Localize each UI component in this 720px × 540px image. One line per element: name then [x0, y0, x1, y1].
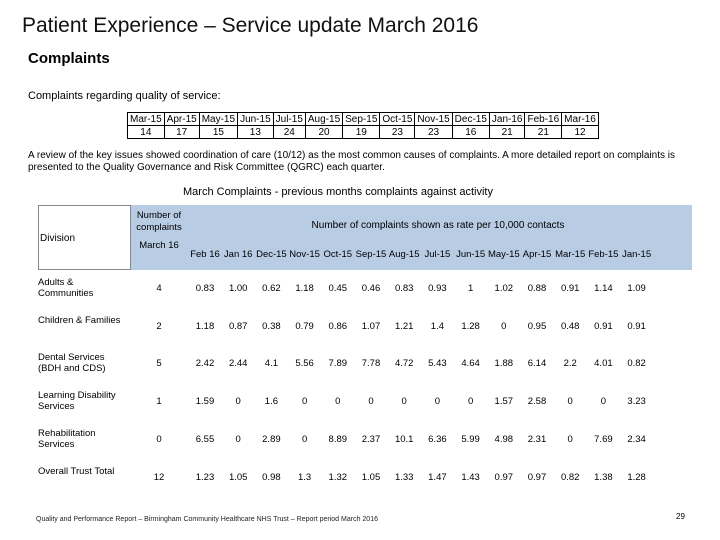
rate-month-header: Feb-15 [588, 249, 619, 260]
rate-cell: 1.00 [228, 283, 248, 294]
rate-cell: 0 [301, 396, 308, 407]
rate-cell: 0.38 [262, 321, 281, 332]
division-rates-table [38, 205, 692, 500]
rate-cell: 7.78 [361, 358, 381, 369]
rate-cell: 1.59 [195, 396, 215, 407]
rate-cell: 1.43 [461, 472, 480, 483]
rate-cell: 1.07 [361, 321, 381, 332]
month-header-cell: Jun-15 [238, 113, 274, 126]
rate-cell: 5.43 [428, 358, 447, 369]
count-cell: 21 [489, 126, 525, 139]
rate-month-header: Dec-15 [256, 249, 287, 260]
rate-cell: 0 [235, 396, 241, 407]
rate-cell: 0 [600, 396, 607, 407]
rate-month-header: Aug-15 [388, 249, 420, 260]
division-label: Children & Families [38, 315, 121, 326]
month-header-cell: Feb-16 [525, 113, 562, 126]
rate-header: Number of complaints shown as rate per 10,000 contacts [311, 220, 565, 231]
rate-cell: 0 [368, 396, 374, 407]
march-count-cell: 1 [156, 396, 162, 407]
rate-cell: 0 [567, 434, 573, 445]
division-label: Adults & Communities [38, 277, 94, 299]
rate-cell: 4.98 [494, 434, 514, 445]
rate-month-header: Mar-15 [555, 249, 586, 260]
rate-cell: 0.97 [527, 472, 547, 483]
rate-cell: 3.23 [627, 396, 646, 407]
rate-cell: 1.3 [297, 472, 312, 483]
month-header-cell: Nov-15 [415, 113, 452, 126]
rate-cell: 1.02 [494, 283, 514, 294]
rate-cell: 0.82 [560, 472, 580, 483]
division-label: Dental Services (BDH and CDS) [38, 352, 106, 374]
rate-cell: 2.37 [361, 434, 381, 445]
count-row [128, 126, 599, 139]
count-cell: 12 [562, 126, 599, 139]
rate-cell: 1.88 [494, 358, 514, 369]
rate-cell: 2.58 [527, 396, 547, 407]
rate-cell: 0.95 [527, 321, 547, 332]
rate-cell: 0.91 [560, 283, 580, 294]
march-count-cell: 2 [156, 321, 162, 332]
march-count-cell: 0 [156, 434, 162, 445]
month-header-cell: Jan-16 [489, 113, 525, 126]
rate-cell: 2.2 [563, 358, 577, 369]
month-header-cell: Mar-15 [128, 113, 165, 126]
rate-cell: 1.18 [195, 321, 215, 332]
count-cell: 23 [415, 126, 452, 139]
rate-cell: 0.45 [328, 283, 348, 294]
count-cell: 21 [525, 126, 562, 139]
month-header-cell: Aug-15 [305, 113, 342, 126]
rate-cell: 0 [235, 434, 241, 445]
rate-cell: 8.89 [328, 434, 348, 445]
rate-cell: 1.21 [394, 321, 414, 332]
count-cell: 23 [380, 126, 415, 139]
rate-cell: 2.34 [627, 434, 646, 445]
month-header-cell: Apr-15 [164, 113, 199, 126]
rate-cell: 1.28 [461, 321, 480, 332]
rate-cell: 0 [567, 396, 573, 407]
footer-text: Quality and Performance Report – Birmingham Community Healthcare NHS Trust – Report period March 2016 [36, 516, 378, 523]
rate-month-header: Jul-15 [424, 249, 451, 260]
rate-cell: 6.14 [527, 358, 547, 369]
page-title: Patient Experience – Service update March 2016 [22, 14, 479, 37]
rate-cell: 0.86 [328, 321, 348, 332]
rate-cell: 7.89 [328, 358, 348, 369]
rate-cell: 0.97 [494, 472, 514, 483]
count-cell: 14 [128, 126, 165, 139]
rate-cell: 0.62 [262, 283, 281, 294]
rate-cell: 1.47 [428, 472, 447, 483]
rate-month-header: Feb 16 [190, 249, 220, 260]
rate-cell: 1.05 [228, 472, 248, 483]
march-count-cell: 12 [153, 472, 165, 483]
rate-cell: 1.38 [594, 472, 613, 483]
table-caption: March Complaints - previous months complaints against activity [183, 186, 493, 198]
rate-cell: 0 [401, 396, 407, 407]
rate-cell: 5.56 [295, 358, 314, 369]
rate-cell: 0 [434, 396, 441, 407]
rate-cell: 1.4 [430, 321, 444, 332]
rate-cell: 6.36 [428, 434, 447, 445]
rate-cell: 0.82 [627, 358, 646, 369]
month-header-cell: Sep-15 [343, 113, 380, 126]
rate-cell: 0 [467, 396, 474, 407]
rate-cell: 4.1 [264, 358, 278, 369]
rate-cell: 0.98 [262, 472, 281, 483]
rate-cell: 5.99 [461, 434, 480, 445]
rate-month-header: Sep-15 [355, 249, 387, 260]
intro-text: Complaints regarding quality of service: [28, 90, 221, 102]
month-header-cell: Jul-15 [273, 113, 305, 126]
rate-cell: 0.83 [394, 283, 414, 294]
review-paragraph: A review of the key issues showed coordination of care (10/12) as the most common causes of complaints. A more detailed report on complaints is presented to the Quality Governance and Risk Committee (QGRC) each quarter. [28, 150, 675, 173]
rate-cell: 0.79 [295, 321, 314, 332]
division-label: Learning Disability Services [38, 390, 116, 412]
rate-month-header: Jan-15 [622, 249, 652, 260]
rate-cell: 7.69 [594, 434, 613, 445]
rate-cell: 2.89 [262, 434, 281, 445]
rate-month-header: Oct-15 [323, 249, 353, 260]
month-header-cell: Dec-15 [452, 113, 489, 126]
rate-cell: 0.83 [195, 283, 215, 294]
rate-cell: 1 [467, 283, 474, 294]
rate-month-header: Apr-15 [522, 249, 552, 260]
rate-cell: 1.23 [195, 472, 215, 483]
rate-cell: 0.87 [228, 321, 248, 332]
rate-cell: 4.64 [461, 358, 480, 369]
month-header-cell: May-15 [199, 113, 237, 126]
march-column-header: March 16 [139, 240, 179, 251]
rate-cell: 0.91 [627, 321, 646, 332]
count-cell: 20 [305, 126, 342, 139]
rate-month-header: Jun-15 [456, 249, 486, 260]
division-label: Rehabilitation Services [38, 428, 96, 450]
monthly-complaints-table [127, 112, 599, 139]
count-cell: 15 [199, 126, 237, 139]
rate-cell: 0.91 [594, 321, 613, 332]
rate-cell: 0 [501, 321, 507, 332]
march-count-cell: 5 [156, 358, 162, 369]
rate-cell: 1.14 [594, 283, 613, 294]
rate-cell: 1.6 [264, 396, 278, 407]
rate-cell: 4.01 [594, 358, 613, 369]
header-blue-band [131, 205, 692, 270]
rate-cell: 2.31 [527, 434, 547, 445]
rate-month-header: Nov-15 [289, 249, 320, 260]
month-header-row [128, 113, 599, 126]
month-header-cell: Oct-15 [380, 113, 415, 126]
count-cell: 24 [273, 126, 305, 139]
section-heading: Complaints [28, 50, 110, 67]
rate-cell: 0.48 [560, 321, 580, 332]
rate-cell: 0 [335, 396, 341, 407]
rate-month-header: May-15 [487, 249, 520, 260]
march-count-cell: 4 [156, 283, 162, 294]
rate-month-header: Jan 16 [223, 249, 253, 260]
rate-cell: 1.33 [394, 472, 414, 483]
rate-cell: 10.1 [394, 434, 414, 445]
count-cell: 17 [164, 126, 199, 139]
complaints-column-header: Number of complaints [136, 210, 182, 233]
rate-cell: 0.46 [361, 283, 381, 294]
count-cell: 19 [343, 126, 380, 139]
rate-cell: 1.18 [295, 283, 314, 294]
rate-cell: 1.57 [494, 396, 514, 407]
rate-cell: 4.72 [394, 358, 414, 369]
rate-cell: 1.28 [627, 472, 646, 483]
count-cell: 13 [238, 126, 274, 139]
rate-cell: 0 [301, 434, 308, 445]
page-number: 29 [676, 512, 685, 521]
rate-cell: 0.88 [527, 283, 547, 294]
rate-cell: 1.32 [328, 472, 348, 483]
rate-cell: 0.93 [428, 283, 447, 294]
month-header-cell: Mar-16 [562, 113, 599, 126]
rate-cell: 1.05 [361, 472, 381, 483]
rate-cell: 6.55 [195, 434, 215, 445]
rate-cell: 2.44 [228, 358, 248, 369]
division-column-header: Division [40, 233, 76, 244]
count-cell: 16 [452, 126, 489, 139]
division-label: Overall Trust Total [38, 466, 115, 477]
rate-cell: 1.09 [627, 283, 646, 294]
rate-cell: 2.42 [195, 358, 215, 369]
